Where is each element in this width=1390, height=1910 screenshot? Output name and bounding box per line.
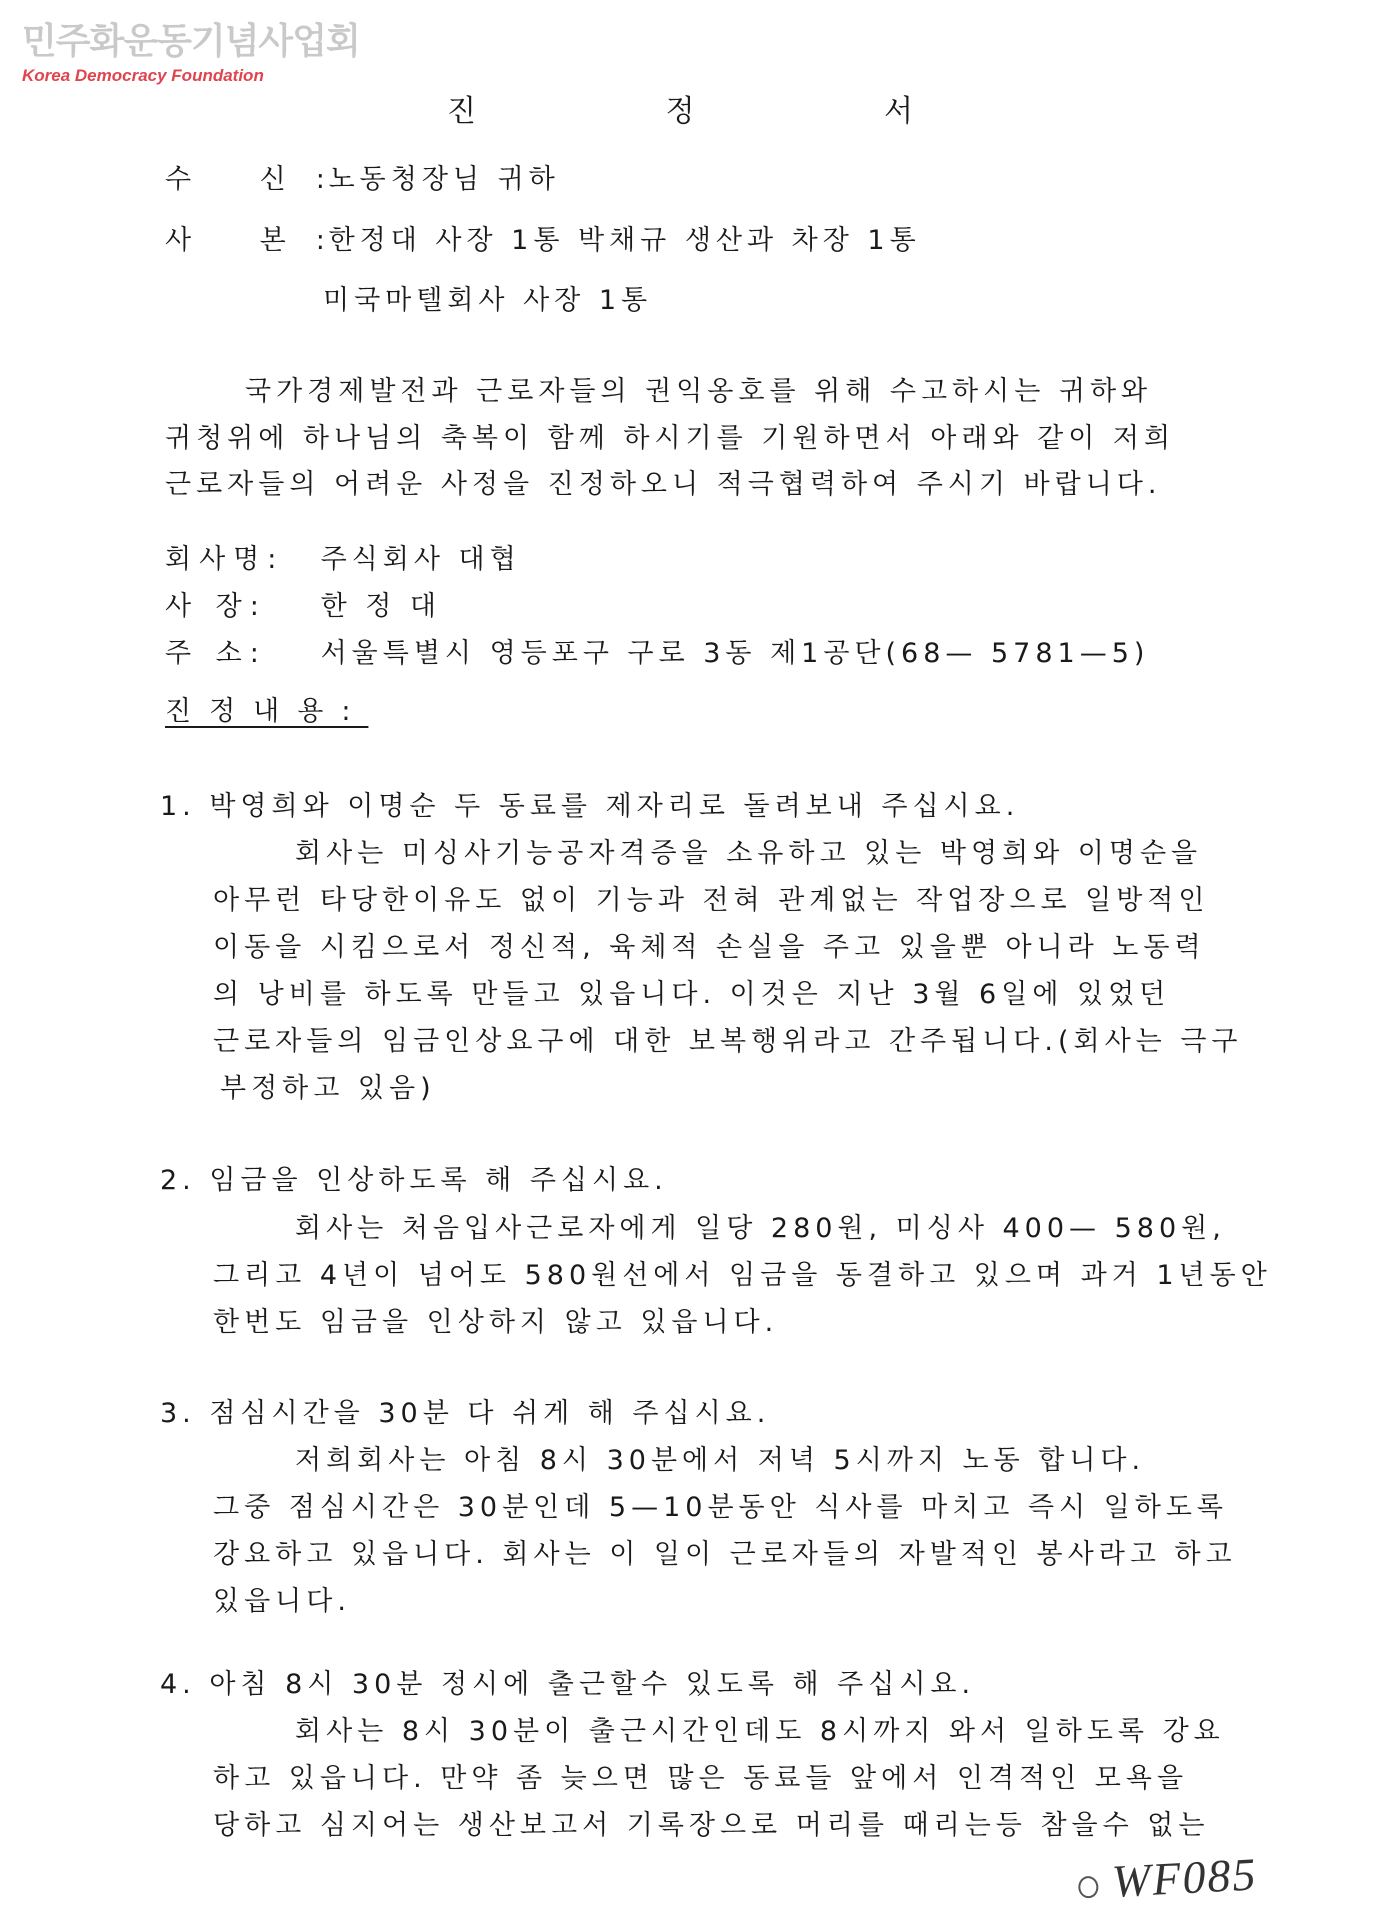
item-1-title: 1. 박영희와 이명순 두 동료를 제자리로 돌려보내 주십시요. [160, 791, 1020, 822]
company-ceo-row [165, 590, 441, 624]
item-2-line-1: 회사는 처음입사근로자에게 일당 280원, 미싱사 400— 580원, [295, 1213, 1226, 1244]
item-3-line-4: 있읍니다. [213, 1586, 351, 1617]
item-3-line-3: 강요하고 있읍니다. 회사는 이 일이 근로자들의 자발적인 봉사라고 하고 [213, 1539, 1237, 1570]
archive-stamp [1077, 1847, 1259, 1909]
watermark-korean: 민주화운동기념사업회 [22, 21, 360, 62]
company-name-value: 주식회사 대협 [320, 544, 521, 575]
item-3-line-1: 저희회사는 아침 8시 30분에서 저녁 5시까지 노동 합니다. [295, 1445, 1146, 1476]
company-name-row [165, 543, 521, 577]
company-ceo-value: 한 정 대 [320, 591, 442, 622]
recipient-value: 노동청장님 귀하 [328, 164, 560, 195]
item-2-title: 2. 임금을 인상하도록 해 주십시요. [160, 1165, 668, 1196]
company-address-value: 서울특별시 영등포구 구로 3동 제1공단(68— 5781—5) [320, 638, 1150, 669]
item-1-line-4: 의 낭비를 하도록 만들고 있읍니다. 이것은 지난 3월 6일에 있었던 [213, 979, 1171, 1010]
item-1-line-3: 이동을 시킴으로서 정신적, 육체적 손실을 주고 있을뿐 아니라 노동력 [213, 932, 1206, 963]
item-1-line-6: 부정하고 있음) [220, 1073, 436, 1104]
archive-stamp-text: WF085 [1110, 1848, 1259, 1907]
intro-line-3: 근로자들의 어려운 사정을 진정하오니 적극협력하여 주시기 바랍니다. [165, 469, 1162, 500]
watermark-english: Korea Democracy Foundation [22, 66, 264, 85]
item-4-line-2: 하고 있읍니다. 만약 좀 늦으면 많은 동료들 앞에서 인격적인 모욕을 [213, 1763, 1189, 1794]
item-3-title: 3. 점심시간을 30분 다 쉬게 해 주십시요. [160, 1398, 771, 1429]
copy-row [165, 224, 921, 258]
item-2-line-3: 한번도 임금을 인상하지 않고 있읍니다. [213, 1307, 779, 1338]
item-2-line-2: 그리고 4년이 넘어도 580원선에서 임금을 동결하고 있으며 과거 1년동안 [213, 1260, 1272, 1291]
item-1-line-1: 회사는 미싱사기능공자격증을 소유하고 있는 박영희와 이명순을 [295, 838, 1203, 869]
stamp-circle-icon [1078, 1876, 1099, 1899]
copy-value-1: 한정대 사장 1통 박채규 생산과 차장 1통 [328, 225, 921, 256]
intro-line-2: 귀청위에 하나님의 축복이 함께 하시기를 기원하면서 아래와 같이 저희 [165, 423, 1176, 454]
company-address-row [165, 637, 1149, 671]
company-ceo-label: 사 장: [165, 591, 267, 622]
company-address-label: 주 소: [165, 638, 267, 669]
section-heading: 진정내용: [165, 696, 369, 727]
recipient-label: 수 신: [165, 164, 355, 195]
watermark [22, 22, 360, 86]
recipient-row [165, 163, 560, 197]
item-1-line-2: 아무런 타당한이유도 없이 기능과 전혀 관계없는 작업장으로 일방적인 [213, 885, 1210, 916]
item-4-line-3: 당하고 심지어는 생산보고서 기록장으로 머리를 때리는등 참을수 없는 [213, 1810, 1210, 1841]
copy-value-2: 미국마텔회사 사장 1통 [323, 285, 653, 316]
item-4-line-1: 회사는 8시 30분이 출근시간인데도 8시까지 와서 일하도록 강요 [295, 1716, 1225, 1747]
item-1-line-5: 근로자들의 임금인상요구에 대한 보복행위라고 간주됩니다.(회사는 극구 [213, 1026, 1243, 1057]
item-3-line-2: 그중 점심시간은 30분인데 5—10분동안 식사를 마치고 즉시 일하도록 [213, 1492, 1229, 1523]
intro-line-1: 국가경제발전과 근로자들의 권익옹호를 위해 수고하시는 귀하와 [245, 376, 1153, 407]
copy-label: 사 본: [165, 225, 355, 256]
item-4-title: 4. 아침 8시 30분 정시에 출근할수 있도록 해 주십시요. [160, 1669, 976, 1700]
document-title: 진 정 서 [446, 94, 1003, 129]
company-name-label: 회사명: [165, 544, 285, 575]
